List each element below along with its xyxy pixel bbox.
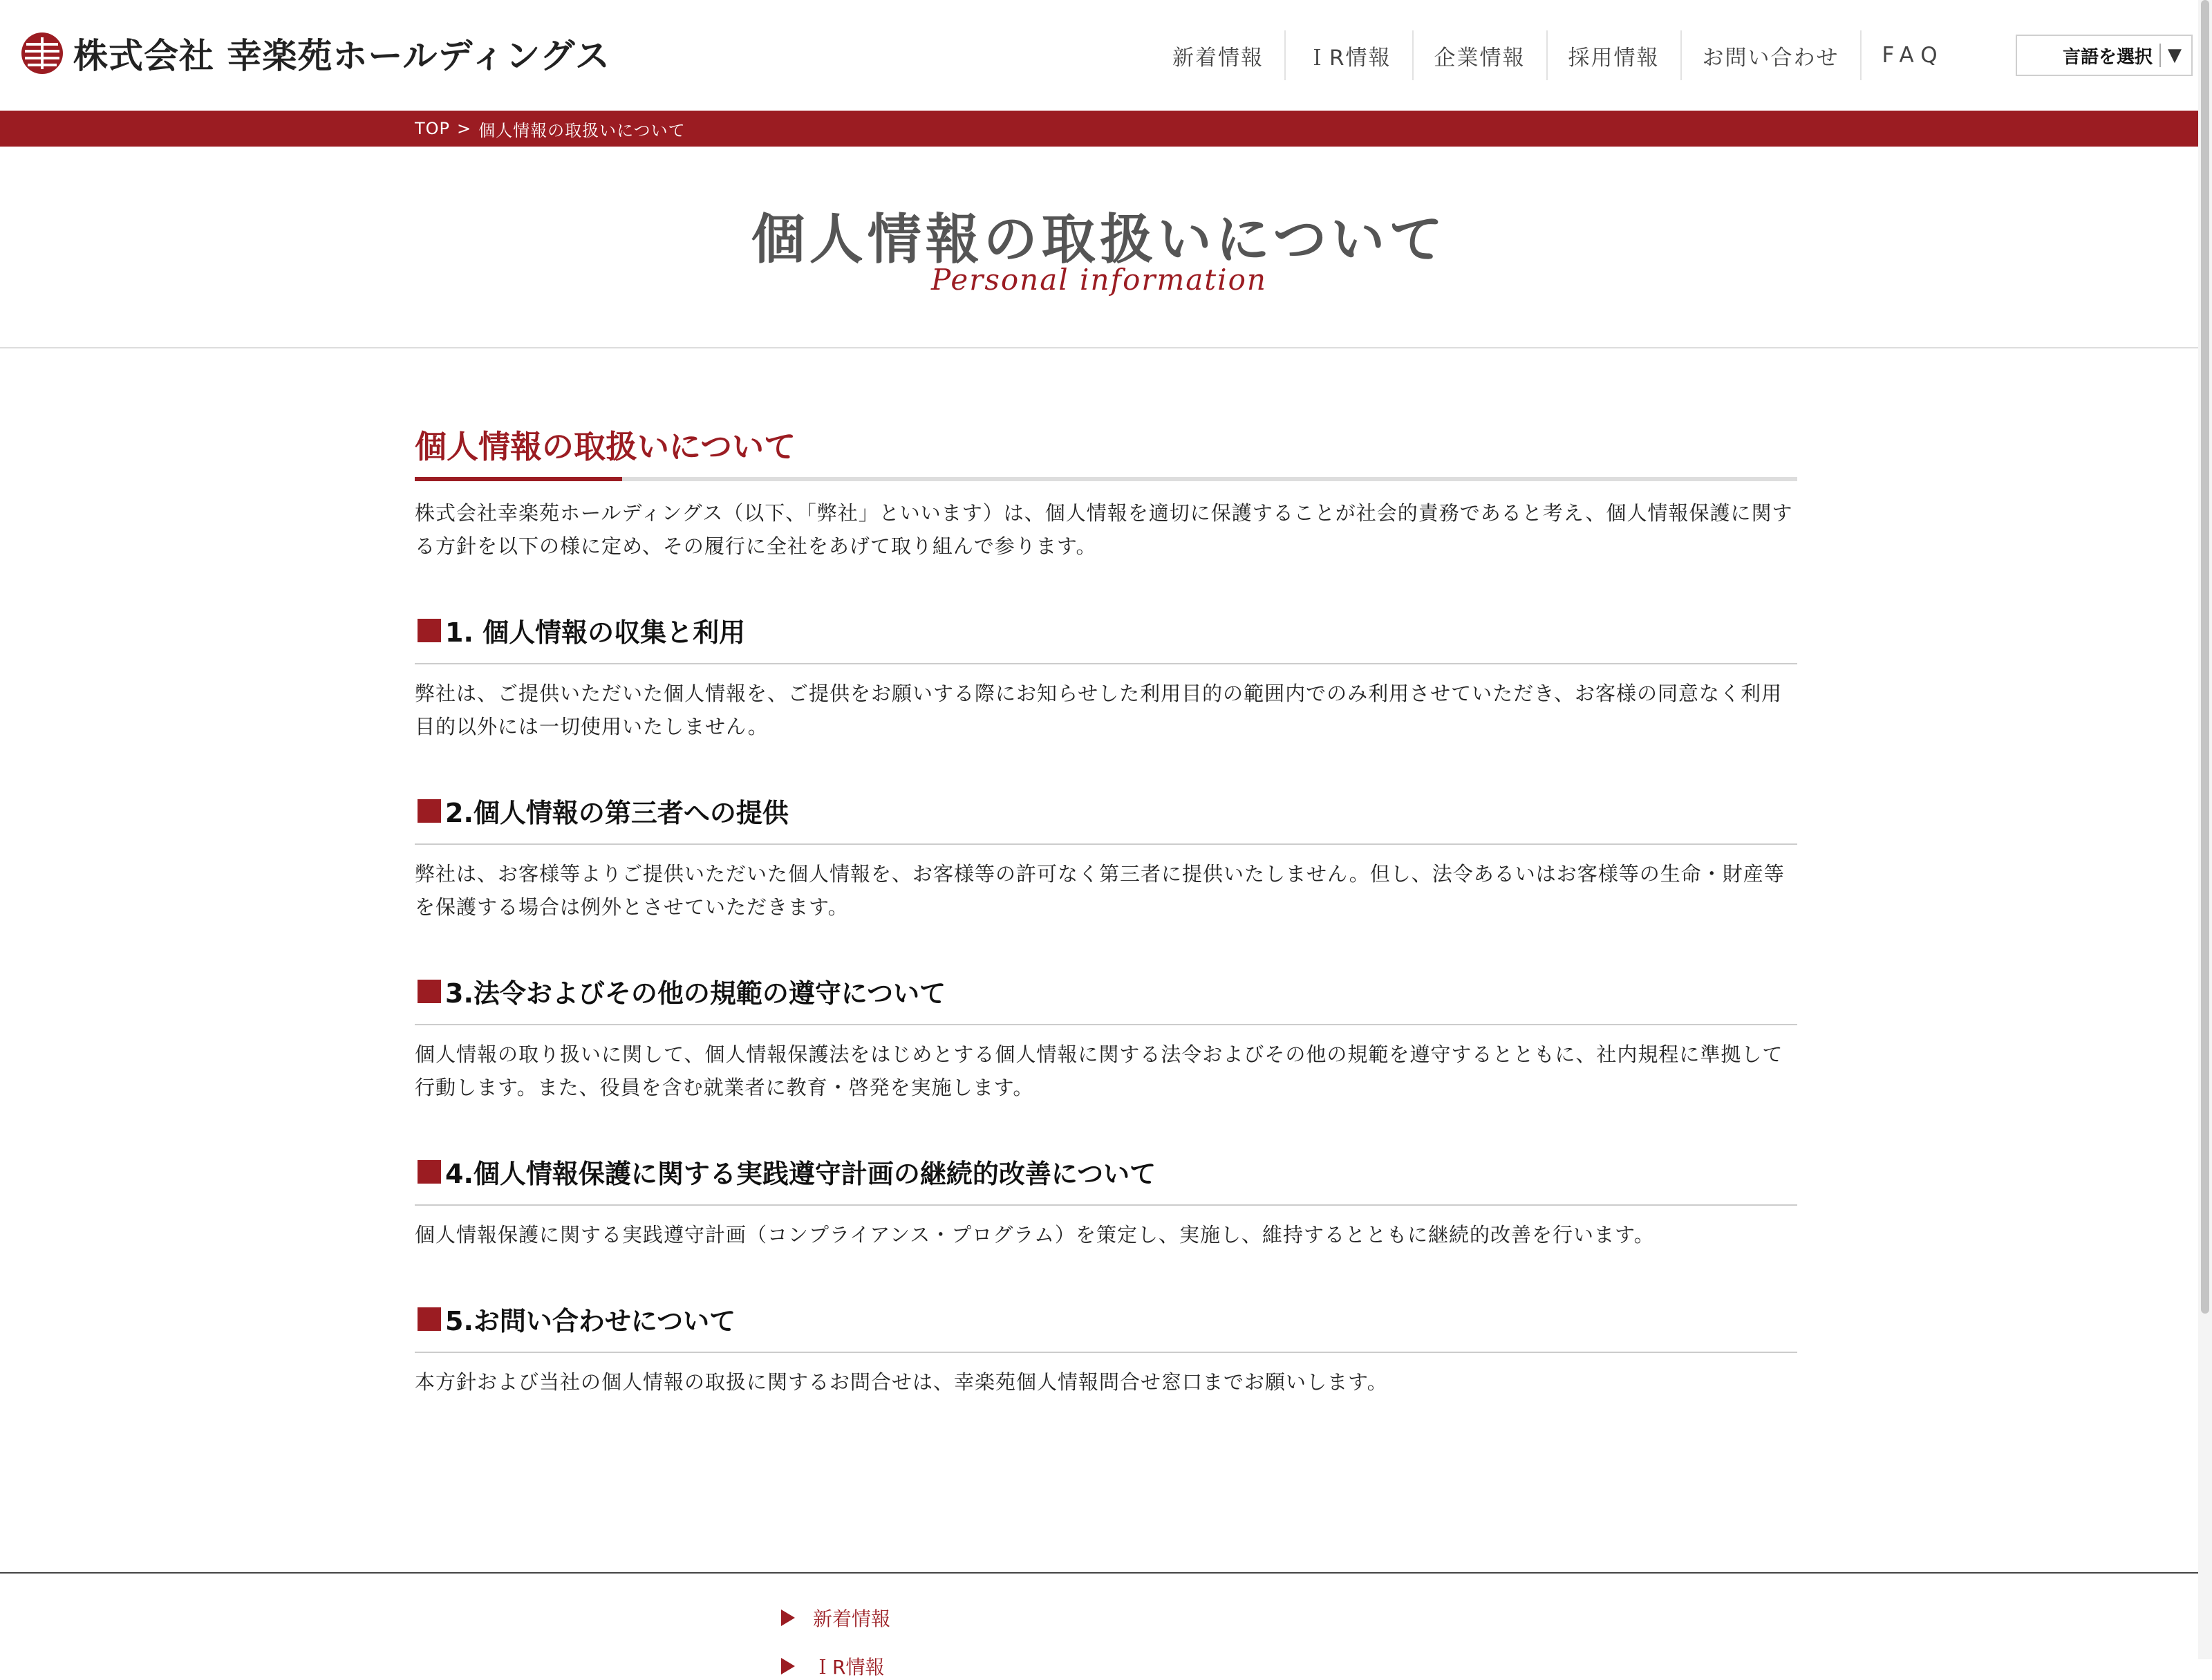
breadcrumb-top-link[interactable]: TOP [415,119,451,138]
play-triangle-icon [781,1658,795,1674]
breadcrumb [415,111,686,147]
scrollbar-thumb[interactable] [2201,0,2209,1314]
footer-link-label: ＩR情報 [813,1656,885,1679]
policy-item-heading [415,972,1797,1025]
policy-item-title: 1. 個人情報の収集と利用 [445,617,746,648]
section-heading-rule [415,477,1797,481]
policy-item [415,611,1797,743]
site-header [0,0,2212,111]
koraku-en-logo-icon [21,32,64,75]
nav-news[interactable]: 新着情報 [1172,45,1264,71]
policy-item-title: 2.個人情報の第三者への提供 [445,798,789,828]
play-triangle-icon [781,1609,795,1626]
global-nav [1152,30,1965,80]
section-heading: 個人情報の取扱いについて [415,428,796,465]
footer-link-label: 新着情報 [813,1607,891,1630]
policy-item-heading [415,792,1797,845]
language-select-label: 言語を選択 [2062,46,2153,68]
site-footer [0,1572,2198,1679]
intro-paragraph: 株式会社幸楽苑ホールディングス（以下、「弊社」といいます）は、個人情報を適切に保護することが社会的責務であると考え、個人情報保護に関する方針を以下の様に定め、その履行に全社をあげて取り組んで参ります。 [415,501,1793,558]
policy-item [415,972,1797,1104]
page-subtitle: Personal information [931,263,1267,297]
language-select[interactable] [2016,35,2193,76]
policy-item-title: 5.お問い合わせについて [445,1306,736,1336]
policy-item-title: 3.法令およびその他の規範の遵守について [445,978,946,1009]
square-bullet-icon [418,980,441,1003]
breadcrumb-separator: > [457,119,472,138]
triangle-down-icon: ▼ [2168,45,2182,66]
policy-item [415,1152,1797,1251]
nav-contact[interactable]: お問い合わせ [1680,30,1860,80]
policy-item [415,1300,1797,1399]
square-bullet-icon [418,1307,441,1331]
page-scrollbar[interactable] [2198,0,2212,1659]
breadcrumb-current: 個人情報の取扱いについて [478,120,686,140]
page-title: 個人情報の取扱いについて [751,209,1447,271]
policy-item-body: 弊社は、お客様等よりご提供いただいた個人情報を、お客様等の許可なく第三者に提供いたしません。但し、法令あるいはお客様等の生命・財産等を保護する場合は例外とさせていただきます。 [415,862,1785,919]
policy-item [415,792,1797,924]
footer-link-ir[interactable] [781,1652,884,1680]
policy-item-title: 4.個人情報保護に関する実践遵守計画の継続的改善について [445,1159,1156,1189]
nav-recruit[interactable]: 採用情報 [1546,30,1680,80]
company-name: 株式会社 幸楽苑ホールディングス [73,36,610,76]
breadcrumb-bar [0,111,2198,147]
policy-item-heading [415,1152,1797,1206]
policy-item-heading [415,611,1797,664]
policy-item-body: 弊社は、ご提供いただいた個人情報を、ご提供をお願いする際にお知らせした利用目的の範囲内でのみ利用させていただき、お客様の同意なく利用目的以外には一切使用いたしません。 [415,682,1782,738]
policy-item-heading [415,1300,1797,1353]
company-logo[interactable] [21,29,610,77]
policy-item-body: 個人情報保護に関する実践遵守計画（コンプライアンス・プログラム）を策定し、実施し、維持するとともに継続的改善を行います。 [415,1223,1655,1247]
nav-faq[interactable]: FAQ [1860,30,1965,80]
square-bullet-icon [418,1160,441,1184]
policy-item-body: 本方針および当社の個人情報の取扱に関するお問合せは、幸楽苑個人情報問合せ窓口までお願いします。 [415,1370,1388,1394]
page-title-band [0,147,2198,348]
policy-item-body: 個人情報の取り扱いに関して、個人情報保護法をはじめとする個人情報に関する法令およびその他の規範を遵守するとともに、社内規程に準拠して行動します。また、役員を含む就業者に教育・啓発を実施します。 [415,1043,1783,1099]
nav-company[interactable]: 企業情報 [1412,30,1546,80]
main-content [415,422,1797,1399]
square-bullet-icon [418,799,441,823]
footer-link-news[interactable] [781,1604,890,1632]
square-bullet-icon [418,619,441,642]
language-select-divider [2159,44,2161,67]
nav-ir[interactable]: ＩR情報 [1284,30,1412,80]
